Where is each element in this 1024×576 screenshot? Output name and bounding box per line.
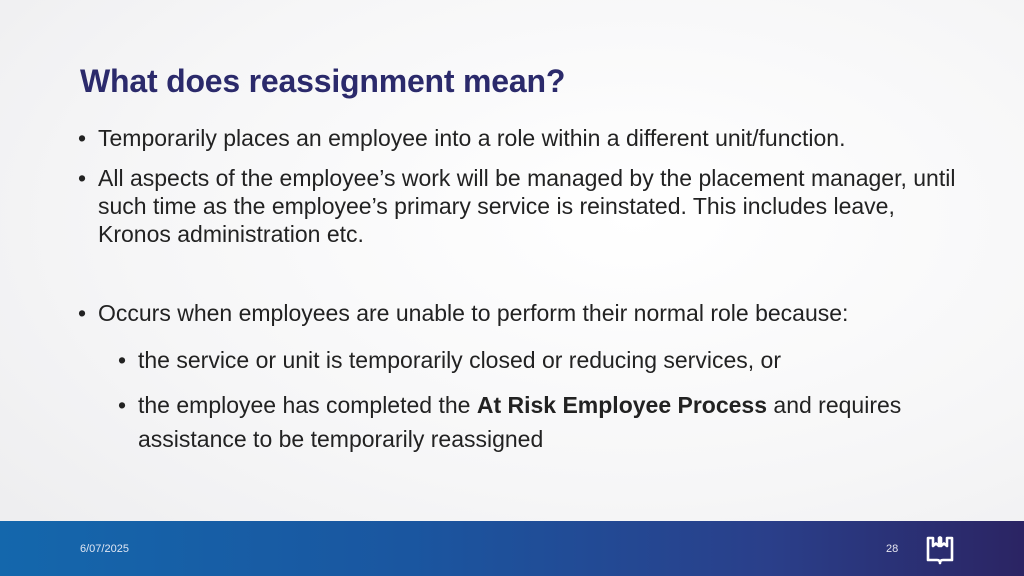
bullet-marker: • (78, 300, 87, 326)
bullet-item (76, 124, 956, 152)
emphasis-text: At Risk Employee Process (476, 392, 768, 418)
bullet-text: Temporarily places an employee into a role within a different unit/function. (98, 125, 846, 151)
bullet-text: Occurs when employees are unable to perform their normal role because: (98, 300, 849, 326)
bullet-marker: • (118, 392, 127, 418)
sub-bullet-text: the service or unit is temporarily closed or reducing services, or (138, 347, 781, 373)
sub-bullet-text-end: and requires assistance to be temporarily reassigned (138, 392, 902, 452)
bullet-text: All aspects of the employee’s work will be managed by the placement manager, until such time as the employee’s primary service is reinstated. This includes leave, Kronos administration etc. (98, 165, 956, 247)
slide-title: What does reassignment mean? (80, 63, 566, 99)
bullet-marker: • (78, 165, 87, 191)
sub-bullet-item (116, 388, 956, 456)
footer-date: 6/07/2025 (80, 543, 129, 555)
bullet-marker: • (118, 347, 127, 373)
page-number: 28 (886, 543, 899, 555)
bullet-item (76, 299, 956, 456)
sub-bullet-list (116, 343, 956, 456)
sub-bullet-item (116, 343, 956, 377)
footer-bar (0, 521, 1024, 576)
sub-bullet-text-start: the employee has completed the (138, 392, 477, 418)
book-logo-icon (925, 533, 955, 565)
bullet-list (76, 124, 956, 456)
bullet-item (76, 164, 956, 248)
bullet-marker: • (78, 125, 87, 151)
